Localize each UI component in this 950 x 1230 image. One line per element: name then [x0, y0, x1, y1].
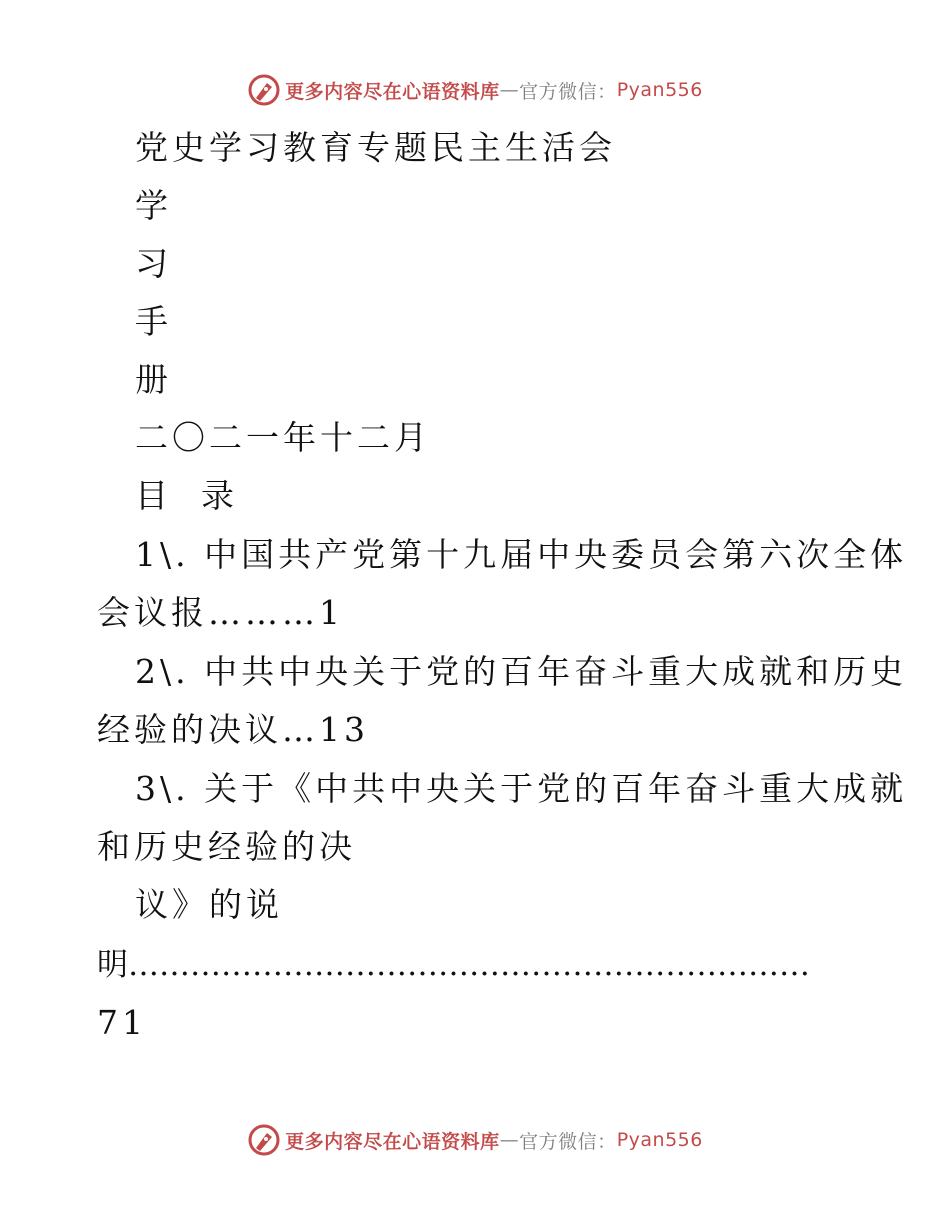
toc-heading: 目 录: [135, 476, 238, 515]
toc-item-2-line1: 2\. 中共中央关于党的百年奋斗重大成就和历史: [135, 652, 908, 691]
watermark-wechat-id: Pyan556: [616, 1129, 703, 1151]
title-char: 习: [135, 244, 172, 283]
title-char: 手: [135, 302, 172, 341]
toc-item-2-line2: 经验的决议…13: [97, 710, 369, 749]
toc-item-3-line1: 3\. 关于《中共中央关于党的百年奋斗重大成就: [135, 769, 908, 808]
toc-item-3-line4: 明…………………………………………………………: [97, 947, 810, 983]
watermark-wechat-label: 官方微信：: [519, 80, 617, 103]
pen-nib-logo-icon: [247, 1123, 281, 1157]
title-char: 学: [135, 186, 172, 225]
watermark-text: 更多内容尽在心语资料库: [285, 80, 500, 103]
watermark-text: 更多内容尽在心语资料库: [285, 1130, 500, 1153]
toc-item-1-line2: 会议报………1: [97, 593, 344, 632]
document-date: 二〇二一年十二月: [135, 418, 431, 457]
toc-item-3-line2: 和历史经验的决: [97, 827, 356, 866]
watermark-dash: —: [499, 1129, 520, 1151]
watermark-banner-bottom: [0, 1120, 950, 1160]
watermark-wechat-label: 官方微信：: [519, 1130, 617, 1153]
title-char: 册: [135, 360, 172, 399]
pen-nib-logo-icon: [247, 73, 281, 107]
toc-item-1-line1: 1\. 中国共产党第十九届中央委员会第六次全体: [135, 535, 908, 574]
watermark-dash: —: [499, 79, 520, 101]
toc-item-3-page: 71: [97, 1003, 147, 1042]
watermark-banner-top: [0, 70, 950, 110]
document-title: 党史学习教育专题民主生活会: [135, 128, 616, 167]
watermark-wechat-id: Pyan556: [616, 79, 703, 101]
toc-item-3-line3: 议》的说: [135, 885, 283, 924]
